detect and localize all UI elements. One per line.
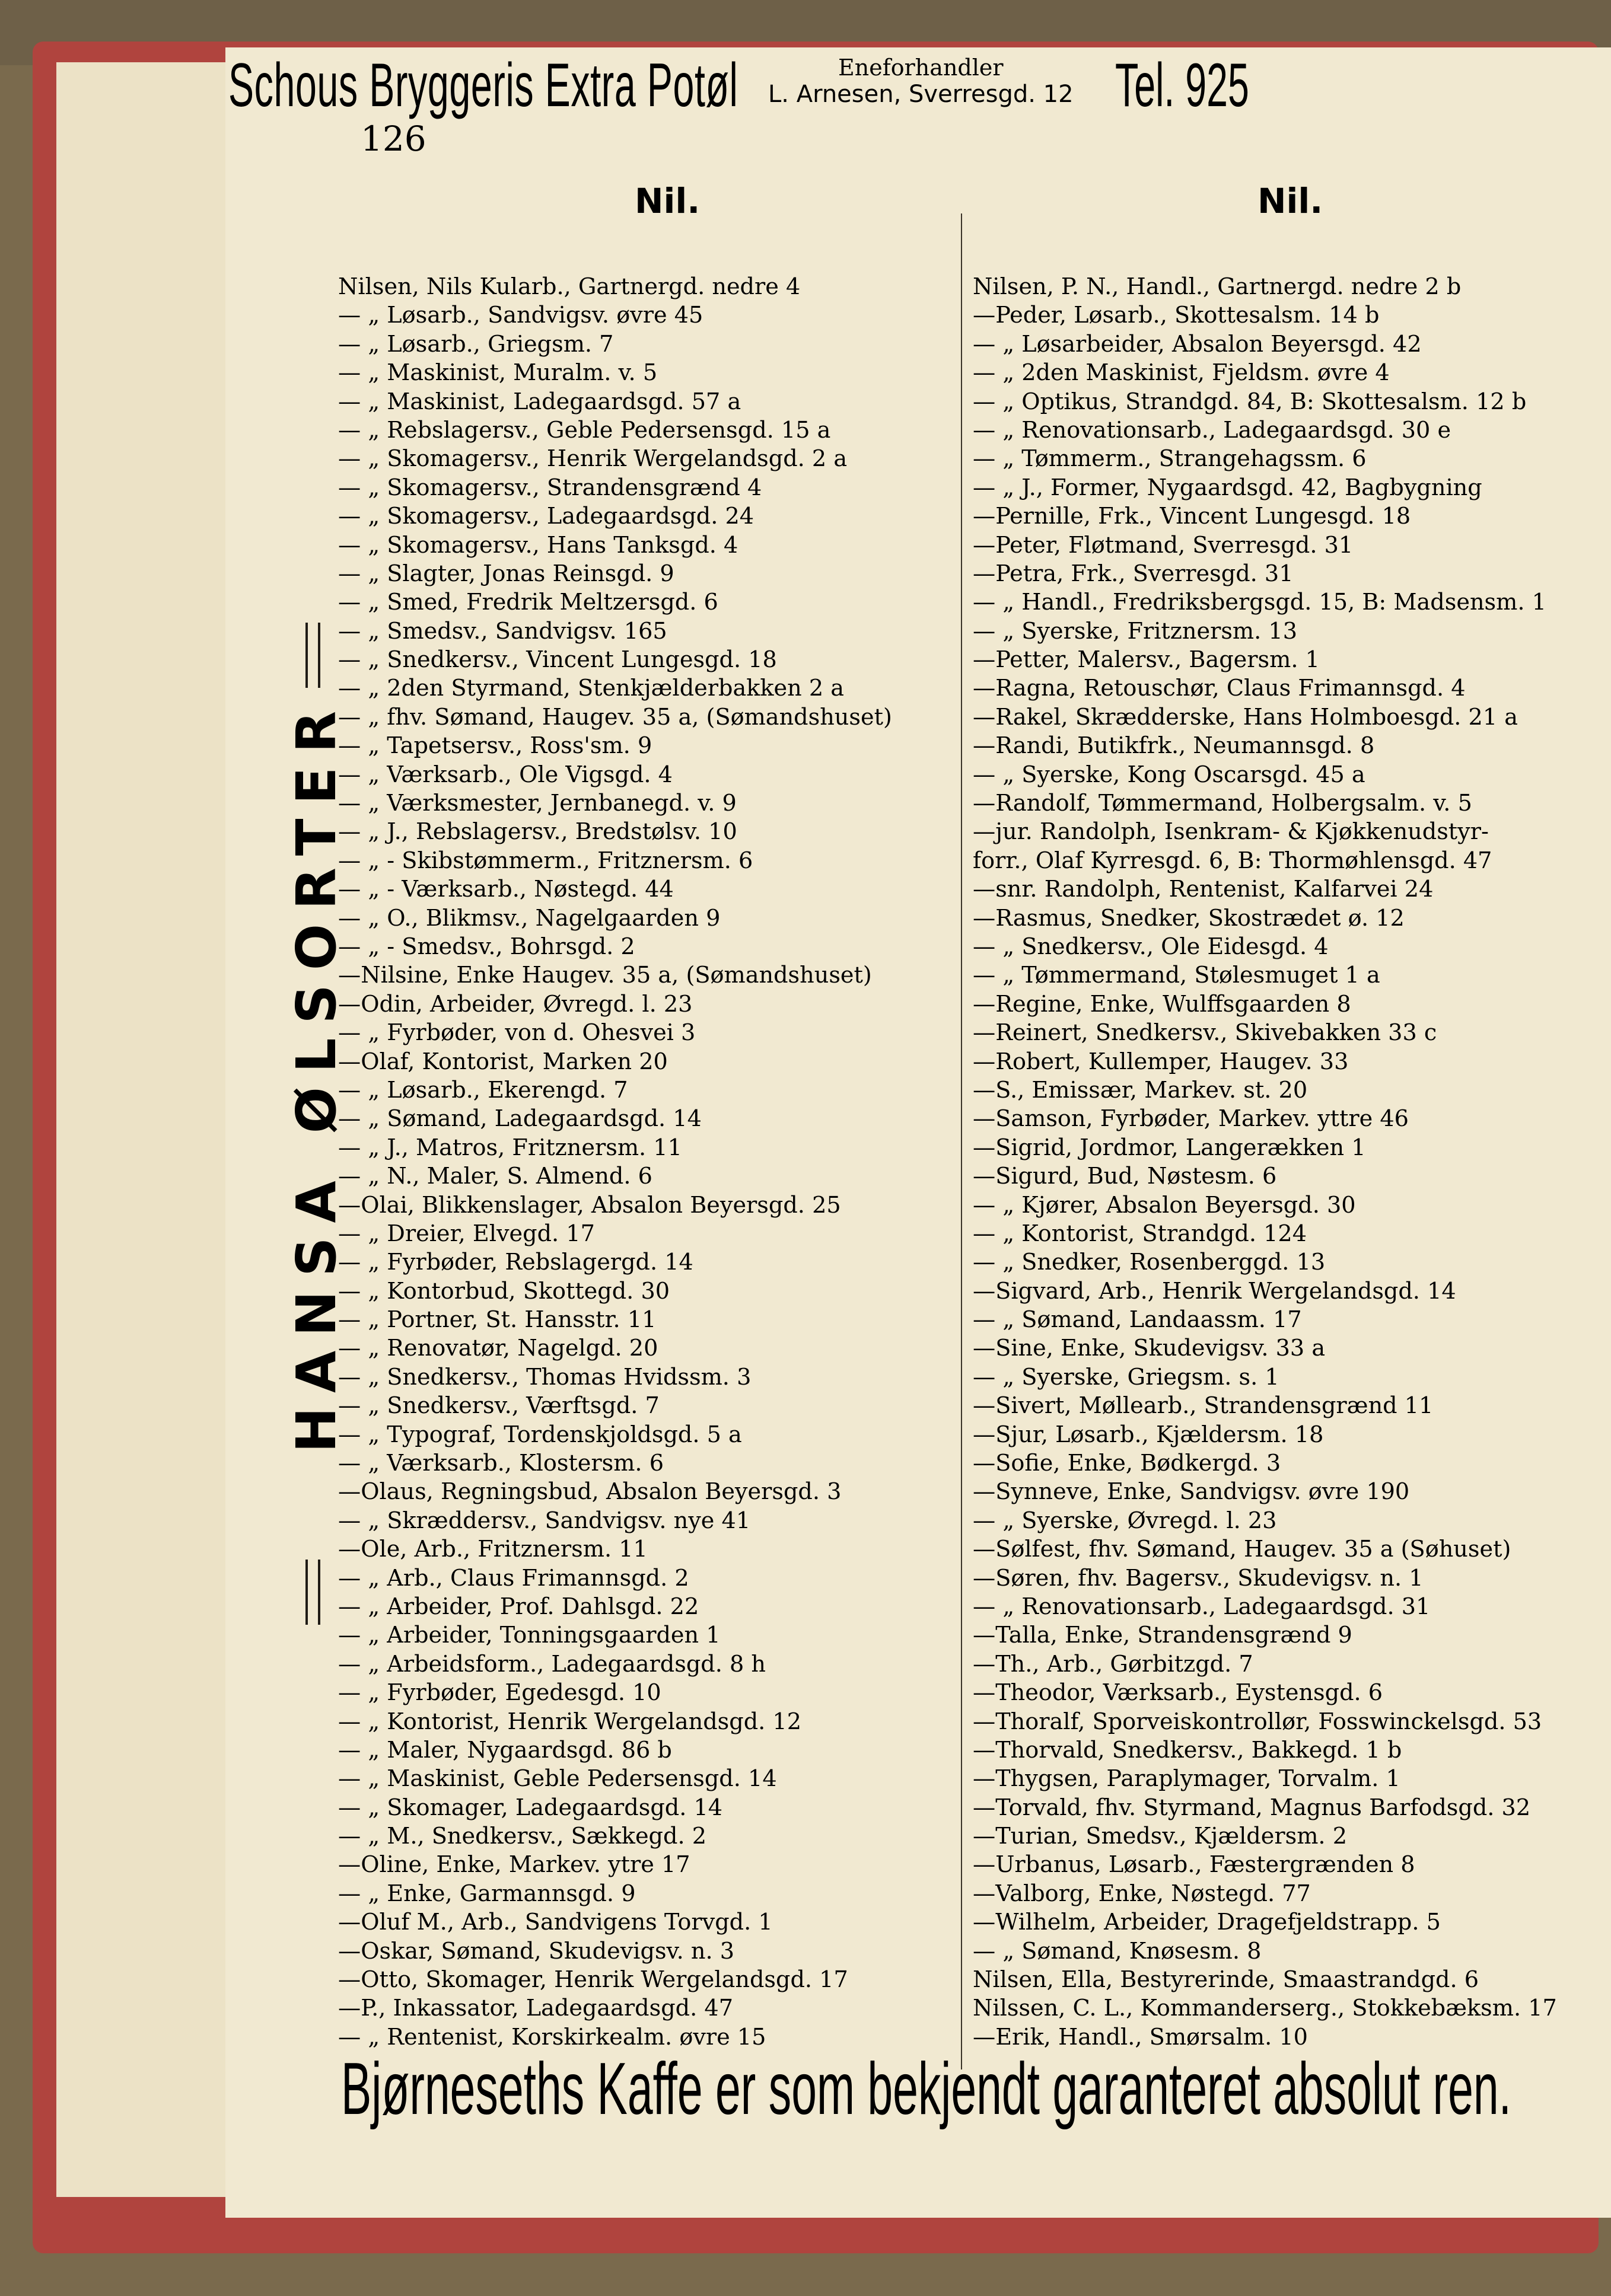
- directory-entry: — „ Syerske, Griegsm. s. 1: [973, 1364, 1279, 1391]
- directory-entry: — „ Skomager, Ladegaardsgd. 14: [338, 1794, 723, 1821]
- directory-entry: — „ Smedsv., Sandvigsv. 165: [338, 618, 667, 645]
- directory-entry: —P., Inkassator, Ladegaardsgd. 47: [338, 1995, 733, 2022]
- directory-entry: —Sofie, Enke, Bødkergd. 3: [973, 1450, 1281, 1477]
- directory-entry: —Oskar, Sømand, Skudevigsv. n. 3: [338, 1938, 735, 1965]
- directory-entry: — „ Typograf, Tordenskjoldsgd. 5 a: [338, 1421, 742, 1448]
- directory-entry: — „ Arb., Claus Frimannsgd. 2: [338, 1565, 689, 1592]
- footer-advertisement: Bjørneseths Kaffe er som bekjendt garanteret absolut ren.: [341, 2048, 1511, 2130]
- directory-entry: — „ Fyrbøder, Egedesgd. 10: [338, 1680, 661, 1707]
- directory-entry: — „ Arbeider, Prof. Dahlsgd. 22: [338, 1593, 699, 1620]
- header-agent-address: L. Arnesen, Sverresgd. 12: [768, 81, 1074, 108]
- directory-entry: —Sine, Enke, Skudevigsv. 33 a: [973, 1335, 1326, 1362]
- directory-entry: — „ Kontorist, Strandgd. 124: [973, 1220, 1307, 1247]
- directory-entry: — „ Maskinist, Ladegaardsgd. 57 a: [338, 388, 741, 415]
- directory-entry: —Turian, Smedsv., Kjældersm. 2: [973, 1823, 1347, 1850]
- directory-entry: —snr. Randolph, Rentenist, Kalfarvei 24: [973, 876, 1434, 903]
- page-number: 126: [361, 119, 426, 159]
- side-advertisement-text: HANSA ØLSORTER: [285, 696, 348, 1453]
- directory-entry: —Rakel, Skrædderske, Hans Holmboesgd. 21 a: [973, 704, 1518, 731]
- directory-entry: —Sigurd, Bud, Nøstesm. 6: [973, 1163, 1277, 1190]
- directory-entry: —Olaf, Kontorist, Marken 20: [338, 1048, 668, 1075]
- directory-entry: — „ Løsarb., Sandvigsv. øvre 45: [338, 302, 703, 329]
- directory-entry: — „ Renovationsarb., Ladegaardsgd. 31: [973, 1593, 1431, 1620]
- directory-entry: — „ Handl., Fredriksbergsgd. 15, B: Madsensm. 1: [973, 589, 1546, 616]
- directory-entry: — „ 2den Maskinist, Fjeldsm. øvre 4: [973, 360, 1390, 387]
- directory-entry: —Th., Arb., Gørbitzgd. 7: [973, 1651, 1253, 1678]
- directory-entry: — „ Løsarbeider, Absalon Beyersgd. 42: [973, 331, 1422, 358]
- directory-entry: —Randolf, Tømmermand, Holbergsalm. v. 5: [973, 790, 1472, 817]
- directory-entry: — „ Renovationsarb., Ladegaardsgd. 30 e: [973, 417, 1451, 444]
- directory-entry: — „ Kontorbud, Skottegd. 30: [338, 1278, 670, 1305]
- directory-entry: —Petra, Frk., Sverresgd. 31: [973, 560, 1294, 587]
- directory-entry: —Otto, Skomager, Henrik Wergelandsgd. 17: [338, 1967, 848, 1994]
- directory-entry: — „ Løsarb., Ekerengd. 7: [338, 1077, 628, 1104]
- directory-entry: —Valborg, Enke, Nøstegd. 77: [973, 1880, 1311, 1907]
- directory-entry: —Urbanus, Løsarb., Fæstergrænden 8: [973, 1852, 1415, 1879]
- directory-entry: — „ Værksarb., Klostersm. 6: [338, 1450, 664, 1477]
- directory-entry: — „ Rebslagersv., Geble Pedersensgd. 15 a: [338, 417, 831, 444]
- directory-entry: —Oluf M., Arb., Sandvigens Torvgd. 1: [338, 1909, 773, 1936]
- directory-entry: —Peter, Fløtmand, Sverresgd. 31: [973, 532, 1354, 559]
- directory-entry: — „ - Værksarb., Nøstegd. 44: [338, 876, 674, 903]
- directory-entry: — „ 2den Styrmand, Stenkjælderbakken 2 a: [338, 675, 845, 702]
- directory-entry: —Rasmus, Snedker, Skostrædet ø. 12: [973, 905, 1405, 932]
- directory-entry: — „ Sømand, Ladegaardsgd. 14: [338, 1106, 702, 1133]
- directory-entry: —Odin, Arbeider, Øvregd. l. 23: [338, 991, 693, 1018]
- directory-entry: —Sigvard, Arb., Henrik Wergelandsgd. 14: [973, 1278, 1456, 1305]
- directory-entry: Nilsen, Ella, Bestyrerinde, Smaastrandgd. 6: [973, 1967, 1479, 1994]
- directory-entry: — „ Tømmerm., Strangehagssm. 6: [973, 446, 1367, 473]
- directory-entry: —Ragna, Retouschør, Claus Frimannsgd. 4: [973, 675, 1466, 702]
- directory-entry: —Randi, Butikfrk., Neumannsgd. 8: [973, 733, 1375, 760]
- directory-entry: —Ole, Arb., Fritznersm. 11: [338, 1536, 648, 1563]
- directory-entry: — „ Fyrbøder, von d. Ohesvei 3: [338, 1020, 696, 1047]
- directory-entry: — „ Skomagersv., Hans Tanksgd. 4: [338, 532, 738, 559]
- directory-entry: — „ Snedkersv., Vincent Lungesgd. 18: [338, 647, 777, 674]
- directory-entry: — „ - Skibstømmerm., Fritznersm. 6: [338, 847, 753, 874]
- directory-entry: —Nilsine, Enke Haugev. 35 a, (Sømandshuset): [338, 962, 872, 989]
- directory-entry: —Sølfest, fhv. Sømand, Haugev. 35 a (Søhuset): [973, 1536, 1511, 1563]
- directory-entry: — „ Værksarb., Ole Vigsgd. 4: [338, 761, 673, 788]
- directory-entry: — „ Arbeidsform., Ladegaardsgd. 8 h: [338, 1651, 766, 1678]
- right-column-heading: Nil.: [1257, 181, 1323, 221]
- column-divider: [961, 213, 962, 2069]
- directory-entry: — „ Værksmester, Jernbanegd. v. 9: [338, 790, 737, 817]
- side-rule: [305, 1560, 308, 1625]
- directory-entry: — „ Snedkersv., Thomas Hvidssm. 3: [338, 1364, 752, 1391]
- directory-entry: —Theodor, Værksarb., Eystensgd. 6: [973, 1680, 1383, 1707]
- directory-entry: forr., Olaf Kyrresgd. 6, B: Thormøhlensgd. 47: [973, 847, 1492, 874]
- header-agent-label: Eneforhandler: [838, 55, 1004, 81]
- directory-entry: —Sjur, Løsarb., Kjældersm. 18: [973, 1421, 1324, 1448]
- directory-entry: —Thygsen, Paraplymager, Torvalm. 1: [973, 1766, 1400, 1793]
- directory-entry: —Sivert, Møllearb., Strandensgrænd 11: [973, 1393, 1434, 1420]
- directory-entry: — „ O., Blikmsv., Nagelgaarden 9: [338, 905, 721, 932]
- directory-entry: — „ Kontorist, Henrik Wergelandsgd. 12: [338, 1708, 802, 1735]
- directory-entry: — „ Dreier, Elvegd. 17: [338, 1220, 595, 1247]
- directory-entry: —Petter, Malersv., Bagersm. 1: [973, 647, 1320, 674]
- directory-entry: — „ Skomagersv., Ladegaardsgd. 24: [338, 503, 754, 530]
- directory-entry: Nilsen, Nils Kularb., Gartnergd. nedre 4: [338, 274, 801, 300]
- directory-entry: —Torvald, fhv. Styrmand, Magnus Barfodsgd. 32: [973, 1794, 1531, 1821]
- directory-entry: — „ Maler, Nygaardsgd. 86 b: [338, 1737, 672, 1764]
- directory-entry: —Søren, fhv. Bagersv., Skudevigsv. n. 1: [973, 1565, 1424, 1592]
- directory-entry: —Olaus, Regningsbud, Absalon Beyersgd. 3: [338, 1479, 842, 1506]
- directory-entry: — „ N., Maler, S. Almend. 6: [338, 1163, 652, 1190]
- directory-entry: — „ Maskinist, Geble Pedersensgd. 14: [338, 1766, 777, 1793]
- directory-entry: — „ - Smedsv., Bohrsgd. 2: [338, 933, 635, 960]
- directory-entry: —Sigrid, Jordmor, Langerækken 1: [973, 1134, 1366, 1161]
- directory-entry: Nilssen, C. L., Kommanderserg., Stokkebæksm. 17: [973, 1995, 1557, 2022]
- directory-entry: — „ J., Rebslagersv., Bredstølsv. 10: [338, 819, 737, 846]
- side-rule: [305, 623, 308, 688]
- directory-entry: —Synneve, Enke, Sandvigsv. øvre 190: [973, 1479, 1410, 1506]
- directory-entry: —Peder, Løsarb., Skottesalsm. 14 b: [973, 302, 1380, 329]
- directory-entry: —Thoralf, Sporveiskontrollør, Fosswinckelsgd. 53: [973, 1708, 1542, 1735]
- directory-entry: — „ Smed, Fredrik Meltzersgd. 6: [338, 589, 718, 616]
- directory-entry: — „ Rentenist, Korskirkealm. øvre 15: [338, 2024, 766, 2051]
- directory-entry: — „ Skomagersv., Strandensgrænd 4: [338, 474, 762, 501]
- directory-entry: —Pernille, Frk., Vincent Lungesgd. 18: [973, 503, 1411, 530]
- directory-entry: — „ Portner, St. Hansstr. 11: [338, 1307, 657, 1334]
- directory-entry: — „ Enke, Garmannsgd. 9: [338, 1880, 636, 1907]
- directory-entry: —jur. Randolph, Isenkram- & Kjøkkenudstyr-: [973, 819, 1489, 846]
- directory-entry: — „ Tømmermand, Stølesmuget 1 a: [973, 962, 1380, 989]
- directory-entry: — „ Sømand, Landaassm. 17: [973, 1307, 1302, 1334]
- directory-entry: —Regine, Enke, Wulffsgaarden 8: [973, 991, 1351, 1018]
- left-column-heading: Nil.: [635, 181, 701, 221]
- directory-entry: —Robert, Kullemper, Haugev. 33: [973, 1048, 1349, 1075]
- directory-entry: —Samson, Fyrbøder, Markev. yttre 46: [973, 1106, 1409, 1133]
- directory-entry: — „ M., Snedkersv., Sækkegd. 2: [338, 1823, 707, 1850]
- directory-entry: —Wilhelm, Arbeider, Dragefjeldstrapp. 5: [973, 1909, 1441, 1936]
- directory-entry: — „ Syerske, Kong Oscarsgd. 45 a: [973, 761, 1365, 788]
- directory-entry: — „ Skræddersv., Sandvigsv. nye 41: [338, 1507, 751, 1534]
- directory-entry: — „ Snedkersv., Ole Eidesgd. 4: [973, 933, 1329, 960]
- directory-entry: —Reinert, Snedkersv., Skivebakken 33 c: [973, 1020, 1437, 1047]
- directory-entry: — „ Fyrbøder, Rebslagergd. 14: [338, 1249, 693, 1276]
- directory-entry: — „ Syerske, Fritznersm. 13: [973, 618, 1298, 645]
- directory-entry: Nilsen, P. N., Handl., Gartnergd. nedre 2 b: [973, 274, 1462, 300]
- side-rule: [318, 1560, 320, 1625]
- header-advertisement: Schous Bryggeris Extra Potøl: [228, 51, 738, 120]
- page-edges-innermost: [148, 62, 227, 2197]
- directory-entry: — „ Arbeider, Tonningsgaarden 1: [338, 1622, 721, 1649]
- header-agent: [768, 55, 1074, 108]
- directory-entry: —S., Emissær, Markev. st. 20: [973, 1077, 1308, 1104]
- side-rule: [318, 623, 320, 688]
- directory-entry: — „ Sømand, Knøsesm. 8: [973, 1938, 1262, 1965]
- left-column-entries: [338, 273, 949, 2052]
- directory-entry: — „ fhv. Sømand, Haugev. 35 a, (Sømandshuset): [338, 704, 892, 731]
- directory-entry: — „ J., Former, Nygaardsgd. 42, Bagbygning: [973, 474, 1482, 501]
- directory-entry: —Talla, Enke, Strandensgrænd 9: [973, 1622, 1352, 1649]
- directory-entry: —Thorvald, Snedkersv., Bakkegd. 1 b: [973, 1737, 1402, 1764]
- directory-entry: — „ Tapetsersv., Ross'sm. 9: [338, 733, 652, 760]
- right-column-entries: [973, 273, 1590, 2052]
- directory-entry: —Olai, Blikkenslager, Absalon Beyersgd. 25: [338, 1192, 841, 1219]
- header-telephone: Tel. 925: [1115, 51, 1249, 120]
- directory-entry: — „ Snedkersv., Værftsgd. 7: [338, 1393, 660, 1420]
- directory-entry: — „ Løsarb., Griegsm. 7: [338, 331, 614, 358]
- directory-entry: — „ Renovatør, Nagelgd. 20: [338, 1335, 658, 1362]
- directory-entry: — „ Optikus, Strandgd. 84, B: Skottesalsm. 12 b: [973, 388, 1527, 415]
- directory-entry: — „ Kjører, Absalon Beyersgd. 30: [973, 1192, 1356, 1219]
- directory-entry: — „ J., Matros, Fritznersm. 11: [338, 1134, 682, 1161]
- directory-entry: — „ Slagter, Jonas Reinsgd. 9: [338, 560, 674, 587]
- directory-entry: —Oline, Enke, Markev. ytre 17: [338, 1852, 690, 1879]
- directory-entry: —Erik, Handl., Smørsalm. 10: [973, 2024, 1308, 2051]
- directory-entry: — „ Snedker, Rosenberggd. 13: [973, 1249, 1326, 1276]
- directory-entry: — „ Skomagersv., Henrik Wergelandsgd. 2 a: [338, 446, 848, 473]
- directory-entry: — „ Syerske, Øvregd. l. 23: [973, 1507, 1277, 1534]
- directory-entry: — „ Maskinist, Muralm. v. 5: [338, 360, 658, 387]
